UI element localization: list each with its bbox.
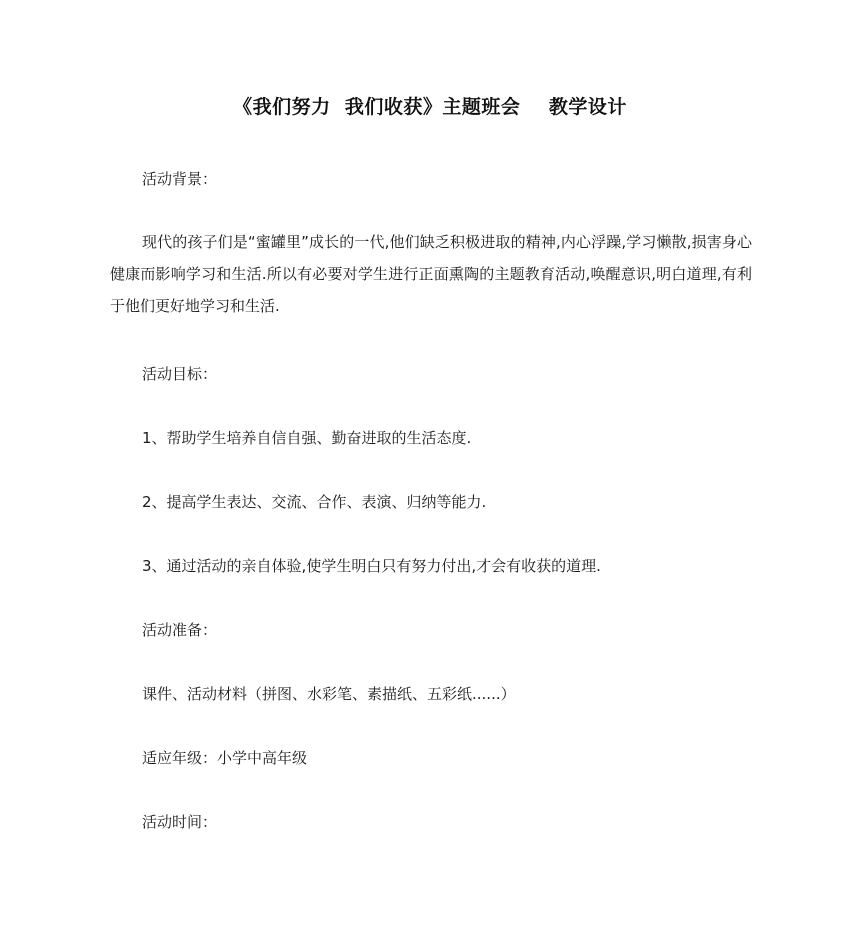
time-heading: 活动时间：: [142, 813, 218, 831]
prep-heading: 活动准备：: [142, 621, 218, 639]
goal-item-1: 1、帮助学生培养自信自强、勤奋进取的生活态度.: [142, 429, 472, 447]
goal-item-2: 2、提高学生表达、交流、合作、表演、归纳等能力.: [142, 493, 487, 511]
document-title: 《我们努力 我们收获》主题班会 教学设计: [233, 96, 627, 118]
grade-text: 适应年级：小学中高年级: [142, 749, 308, 767]
background-heading: 活动背景：: [142, 170, 218, 188]
background-paragraph: 现代的孩子们是“蜜罐里”成长的一代,他们缺乏积极进取的精神,内心浮躁,学习懒散,损害身心健康而影响学习和生活.所以有必要对学生进行正面熏陶的主题教育活动,唤醒意识,明白道理,有利于他们更好地学习和生活.: [110, 233, 752, 315]
prep-text: 课件、活动材料（拼图、水彩笔、素描纸、五彩纸......）: [142, 685, 516, 703]
goals-heading: 活动目标：: [142, 365, 218, 383]
goal-item-3: 3、通过活动的亲自体验,使学生明白只有努力付出,才会有收获的道理.: [142, 557, 601, 575]
